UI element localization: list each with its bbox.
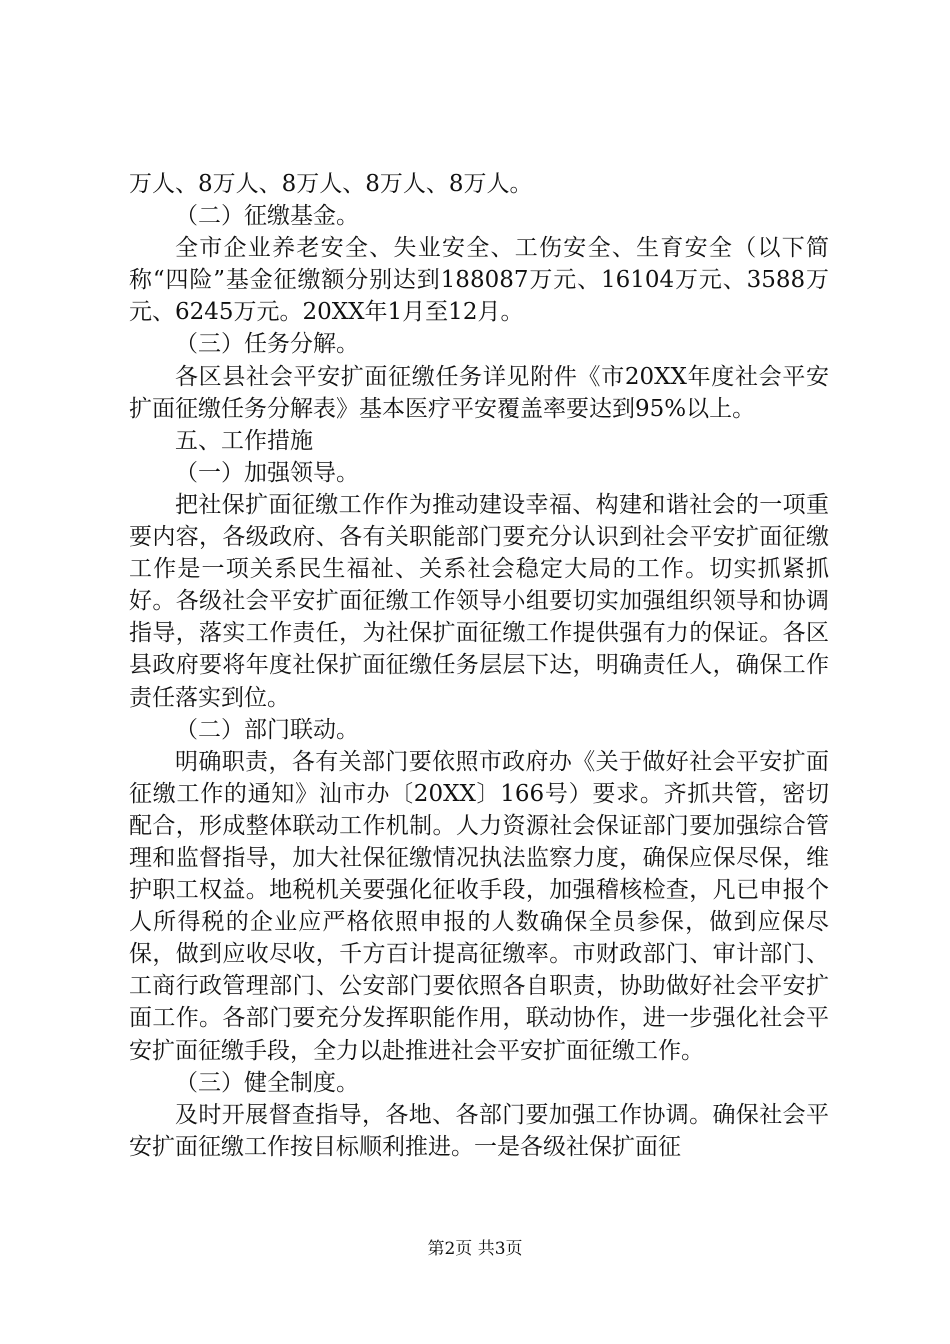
subheading-collect-funds: （二）征缴基金。 bbox=[175, 203, 359, 230]
paragraph-four-insurances: 全市企业养老安全、失业安全、工伤安全、生育安全（以下简称“四险”基金征缴额分别达到188087万元、16104万元、3588万元、6245万元。20XX年1月至12月。 bbox=[129, 235, 829, 326]
paragraph-supervision: 及时开展督查指导，各地、各部门要加强工作协调。确保社会平安扩面征缴工作按目标顺利推进。一是各级社保扩面征 bbox=[129, 1101, 829, 1160]
section-heading-work-measures: 五、工作措施 bbox=[175, 427, 313, 454]
paragraph-continuation: 万人、8万人、8万人、8万人、8万人。 bbox=[129, 171, 533, 197]
paragraph-department-duties: 明确职责，各有关部门要依照市政府办《关于做好社会平安扩面征缴工作的通知》汕市办〔20XX〕166号）要求。齐抓共管，密切配合，形成整体联动工作机制。人力资源社会保证部门要加强综合管理和监督指导，加大社保征缴情况执法监察力度，确保应保尽保，维护职工权益。地税机关要强化征收手段，加强稽核检查，凡已申报个人所得税的企业应严格依照申报的人数确保全员参保，做到应保尽保，做到应收尽收，千方百计提高征缴率。市财政部门、审计部门、工商行政管理部门、公安部门要依照各自职责，协助做好社会平安扩面工作。各部门要充分发挥职能作用，联动协作，进一步强化社会平安扩面征缴手段，全力以赴推进社会平安扩面征缴工作。 bbox=[129, 748, 829, 1064]
document-body bbox=[129, 168, 829, 1163]
subheading-strengthen-leadership: （一）加强领导。 bbox=[175, 459, 359, 486]
subheading-task-breakdown: （三）任务分解。 bbox=[175, 331, 359, 358]
subheading-department-linkage: （二）部门联动。 bbox=[175, 716, 359, 743]
paragraph-leadership: 把社保扩面征缴工作作为推动建设幸福、构建和谐社会的一项重要内容，各级政府、各有关职能部门要充分认识到社会平安扩面征缴工作是一项关系民生福祉、关系社会稳定大局的工作。切实抓紧抓好。各级社会平安扩面征缴工作领导小组要切实加强组织领导和协调指导，落实工作责任，为社保扩面征缴工作提供强有力的保证。各区县政府要将年度社保扩面征缴任务层层下达，明确责任人，确保工作责任落实到位。 bbox=[129, 491, 829, 711]
page-number-footer: 第2页 共3页 bbox=[427, 1239, 523, 1259]
paragraph-district-tasks: 各区县社会平安扩面征缴任务详见附件《市20XX年度社会平安扩面征缴任务分解表》基本医疗平安覆盖率要达到95%以上。 bbox=[129, 363, 829, 422]
subheading-improve-system: （三）健全制度。 bbox=[175, 1069, 359, 1096]
